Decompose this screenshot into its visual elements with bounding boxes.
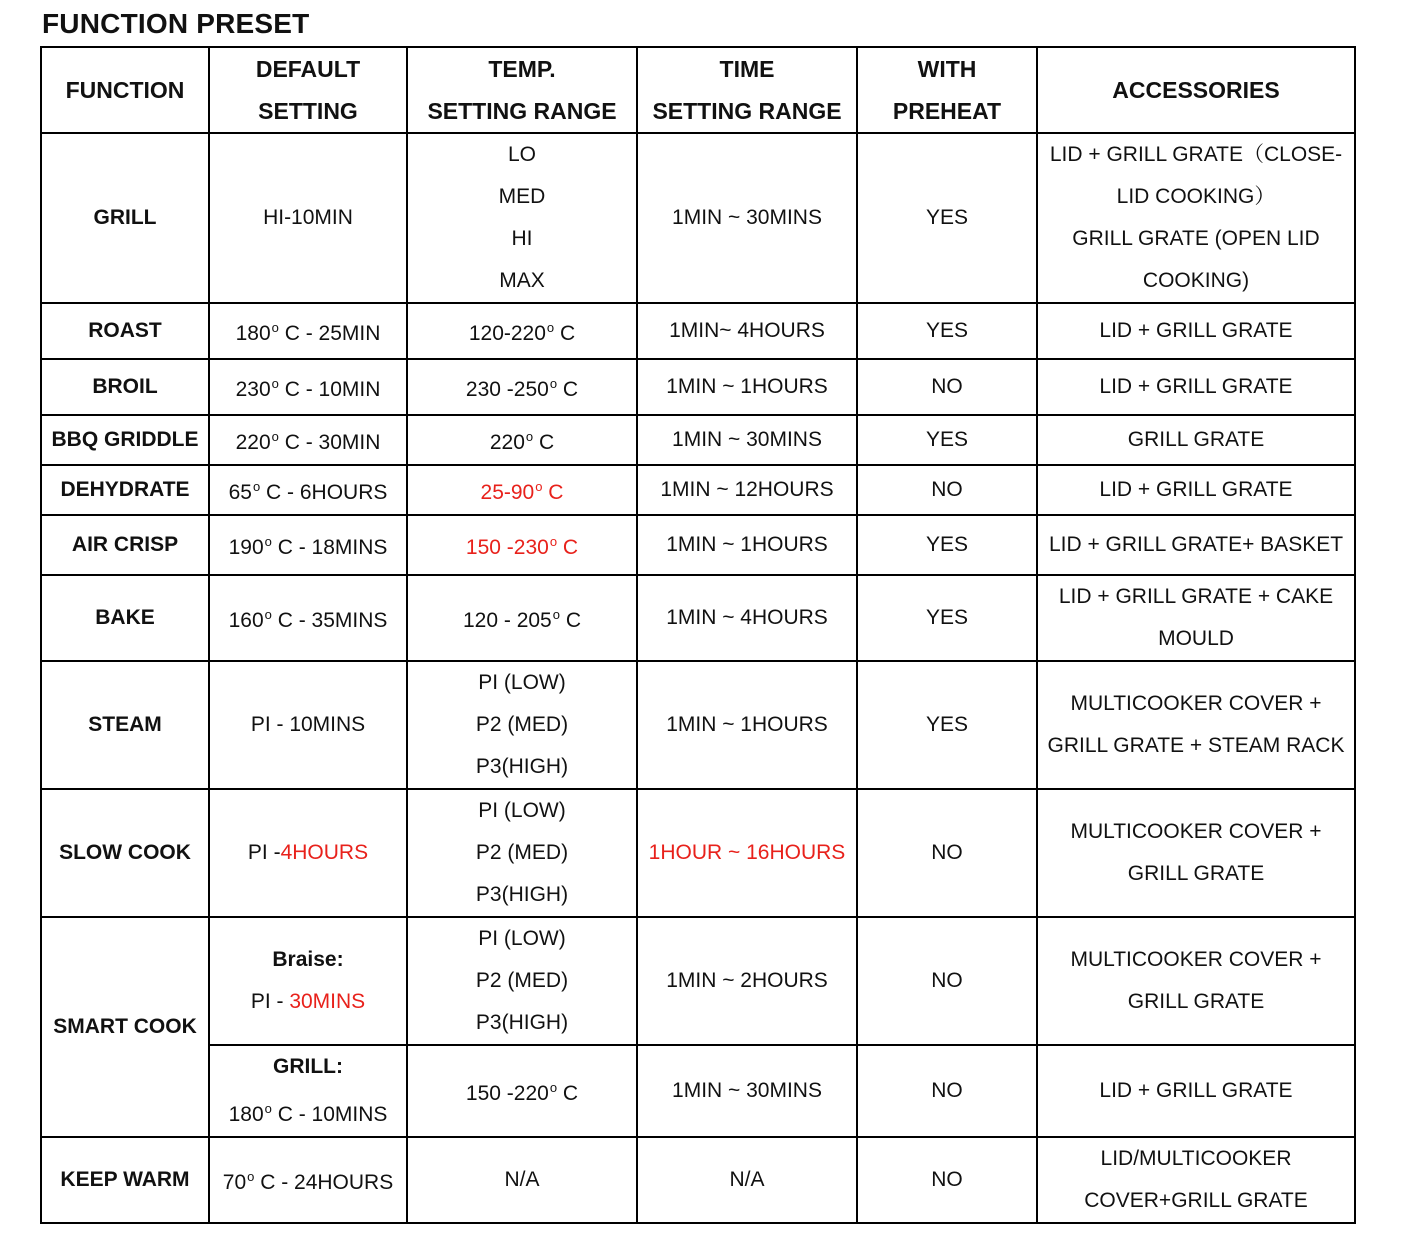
- accessories: LID + GRILL GRATE: [1037, 359, 1355, 415]
- preheat: YES: [857, 415, 1037, 465]
- preheat: NO: [857, 917, 1037, 1045]
- accessories: LID + GRILL GRATE: [1037, 465, 1355, 515]
- degree-mark: o: [535, 479, 543, 494]
- time-range: 1MIN~ 4HOURS: [637, 303, 857, 359]
- time-range: 1MIN ~ 4HOURS: [637, 575, 857, 661]
- time-range: N/A: [637, 1137, 857, 1223]
- header-default-setting: DEFAULT SETTING: [209, 47, 407, 133]
- default-setting: 220$^o$ C - 30MIN: [209, 415, 407, 465]
- function-name: GRILL: [41, 133, 209, 303]
- accessories: LID + GRILL GRATE: [1037, 303, 1355, 359]
- function-name: KEEP WARM: [41, 1137, 209, 1223]
- time-range: 1MIN ~ 1HOURS: [637, 515, 857, 575]
- temp-range: PI (LOW) P2 (MED) P3(HIGH): [407, 661, 637, 789]
- page-title: FUNCTION PRESET: [42, 8, 310, 39]
- default-setting: 65$^o$ C - 6HOURS: [209, 465, 407, 515]
- accessories: LID + GRILL GRATE + CAKE MOULD: [1037, 575, 1355, 661]
- accessories: MULTICOOKER COVER + GRILL GRATE + STEAM RACK: [1037, 661, 1355, 789]
- header-temp-range: TEMP. SETTING RANGE: [407, 47, 637, 133]
- accessories: MULTICOOKER COVER + GRILL GRATE: [1037, 789, 1355, 917]
- degree-mark: o: [271, 429, 279, 444]
- accessories: LID/MULTICOOKER COVER+GRILL GRATE: [1037, 1137, 1355, 1223]
- table-row-bbq-griddle: [41, 415, 1355, 465]
- temp-range: 230 -250$^o$ C: [407, 359, 637, 415]
- function-name: BAKE: [41, 575, 209, 661]
- temp-range: 25-90$^o$ C: [407, 465, 637, 515]
- default-setting: PI - 10MINS: [209, 661, 407, 789]
- function-name: BROIL: [41, 359, 209, 415]
- header-function: FUNCTION: [41, 47, 209, 133]
- table-row-air-crisp: [41, 515, 1355, 575]
- temp-range: 220$^o$ C: [407, 415, 637, 465]
- table-row-smart-cook-grill: [41, 1045, 1355, 1137]
- function-name: BBQ GRIDDLE: [41, 415, 209, 465]
- function-name: SMART COOK: [41, 917, 209, 1137]
- table-row-grill: [41, 133, 1355, 303]
- degree-mark: o: [252, 479, 261, 494]
- default-setting: PI -4HOURS: [209, 789, 407, 917]
- default-setting: 230$^o$ C - 10MIN: [209, 359, 407, 415]
- table-row-steam: [41, 661, 1355, 789]
- default-setting: GRILL: 180$^o$ C - 10MINS: [209, 1045, 407, 1137]
- time-range: 1MIN ~ 30MINS: [637, 415, 857, 465]
- degree-mark: o: [546, 320, 555, 335]
- function-name: STEAM: [41, 661, 209, 789]
- degree-mark: o: [549, 534, 558, 549]
- function-name: ROAST: [41, 303, 209, 359]
- time-range: 1MIN ~ 2HOURS: [637, 917, 857, 1045]
- preheat: YES: [857, 303, 1037, 359]
- time-range: 1HOUR ~ 16HOURS: [637, 789, 857, 917]
- degree-mark: o: [525, 429, 534, 444]
- preheat: YES: [857, 515, 1037, 575]
- temp-range: PI (LOW) P2 (MED) P3(HIGH): [407, 917, 637, 1045]
- table-row-slow-cook: [41, 789, 1355, 917]
- accessories: MULTICOOKER COVER + GRILL GRATE: [1037, 917, 1355, 1045]
- preheat: YES: [857, 575, 1037, 661]
- preheat: YES: [857, 661, 1037, 789]
- temp-range: 150 -230$^o$ C: [407, 515, 637, 575]
- preheat: YES: [857, 133, 1037, 303]
- table-row-keep-warm: [41, 1137, 1355, 1223]
- preheat: NO: [857, 789, 1037, 917]
- preheat: NO: [857, 1137, 1037, 1223]
- degree-mark: o: [264, 534, 272, 549]
- temp-range: 120-220$^o$ C: [407, 303, 637, 359]
- default-setting: HI-10MIN: [209, 133, 407, 303]
- header-accessories: ACCESSORIES: [1037, 47, 1355, 133]
- temp-range: PI (LOW) P2 (MED) P3(HIGH): [407, 789, 637, 917]
- table-row-bake: [41, 575, 1355, 661]
- time-range: 1MIN ~ 30MINS: [637, 133, 857, 303]
- header-time-range: TIME SETTING RANGE: [637, 47, 857, 133]
- temp-range: N/A: [407, 1137, 637, 1223]
- default-setting: 70$^o$ C - 24HOURS: [209, 1137, 407, 1223]
- accessories: LID + GRILL GRATE+ BASKET: [1037, 515, 1355, 575]
- accessories: GRILL GRATE: [1037, 415, 1355, 465]
- time-range: 1MIN ~ 1HOURS: [637, 359, 857, 415]
- table-row-smart-cook-braise: [41, 917, 1355, 1045]
- degree-mark: o: [271, 376, 279, 391]
- function-name: SLOW COOK: [41, 789, 209, 917]
- function-name: DEHYDRATE: [41, 465, 209, 515]
- degree-mark: o: [549, 376, 558, 391]
- header-row: [41, 47, 1355, 133]
- function-preset-table: [40, 46, 1356, 1224]
- degree-mark: o: [552, 607, 560, 622]
- table-row-roast: [41, 303, 1355, 359]
- degree-mark: o: [247, 1169, 255, 1184]
- degree-mark: o: [271, 320, 279, 335]
- header-preheat: WITH PREHEAT: [857, 47, 1037, 133]
- degree-mark: o: [264, 1101, 272, 1116]
- degree-mark: o: [549, 1080, 558, 1095]
- preheat: NO: [857, 1045, 1037, 1137]
- time-range: 1MIN ~ 30MINS: [637, 1045, 857, 1137]
- time-range: 1MIN ~ 1HOURS: [637, 661, 857, 789]
- default-setting: 190$^o$ C - 18MINS: [209, 515, 407, 575]
- time-range: 1MIN ~ 12HOURS: [637, 465, 857, 515]
- accessories: LID + GRILL GRATE（CLOSE- LID COOKING） GRILL GRATE (OPEN LID COOKING): [1037, 133, 1355, 303]
- temp-range: 150 -220$^o$ C: [407, 1045, 637, 1137]
- function-name: AIR CRISP: [41, 515, 209, 575]
- default-setting: 180$^o$ C - 25MIN: [209, 303, 407, 359]
- degree-mark: o: [264, 607, 272, 622]
- preheat: NO: [857, 359, 1037, 415]
- table-row-broil: [41, 359, 1355, 415]
- temp-range: 120 - 205$^o$ C: [407, 575, 637, 661]
- accessories: LID + GRILL GRATE: [1037, 1045, 1355, 1137]
- default-setting: 160$^o$ C - 35MINS: [209, 575, 407, 661]
- default-setting: Braise: PI - 30MINS: [209, 917, 407, 1045]
- table-row-dehydrate: [41, 465, 1355, 515]
- temp-range: LO MED HI MAX: [407, 133, 637, 303]
- preheat: NO: [857, 465, 1037, 515]
